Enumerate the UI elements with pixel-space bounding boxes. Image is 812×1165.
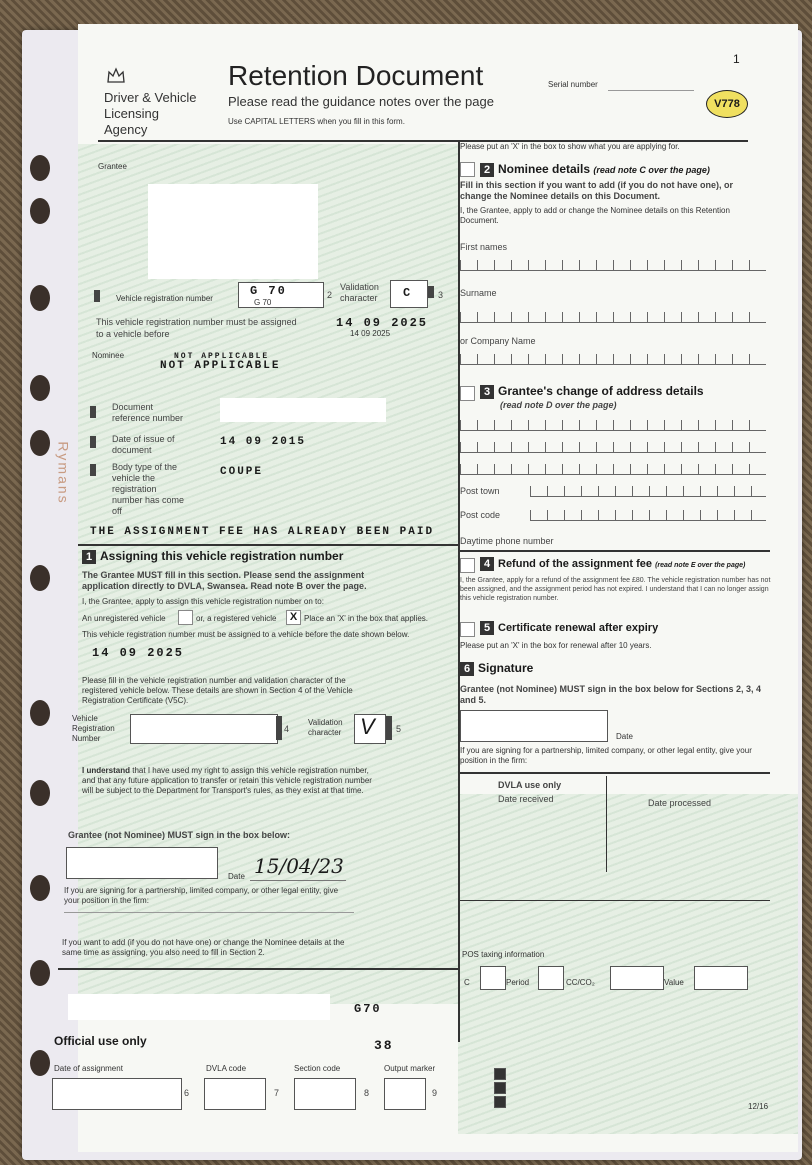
section-5-heading bbox=[480, 621, 658, 635]
vehicle-validation-number: 5 bbox=[396, 724, 402, 734]
document-subtitle: Please read the guidance notes over the page bbox=[228, 94, 494, 109]
date-processed-label: Date processed bbox=[648, 798, 712, 808]
section-6-title: Signature bbox=[478, 661, 534, 675]
agency-name-line1: Driver & Vehicle bbox=[104, 90, 197, 105]
official-dvla-label: DVLA code bbox=[206, 1064, 247, 1073]
pos-c-input[interactable] bbox=[480, 966, 506, 990]
pos-cc-input[interactable] bbox=[610, 966, 664, 990]
address-redacted bbox=[68, 994, 330, 1020]
registered-vehicle-label: or, a registered vehicle bbox=[196, 614, 277, 623]
field-marker bbox=[94, 290, 100, 302]
assign-before-label: This vehicle registration number must be assigned to a vehicle before bbox=[96, 317, 297, 339]
section-1-instructions: The Grantee MUST fill in this section. Please send the assignment application directly to DVLA, Swansea. Read note B over the page. bbox=[82, 570, 367, 591]
surname-label: Surname bbox=[460, 288, 497, 298]
vrn-label: Vehicle registration number bbox=[116, 294, 213, 303]
pos-value-label: Value bbox=[664, 978, 684, 987]
registered-vehicle-checkbox[interactable]: X bbox=[286, 610, 301, 625]
punch-hole bbox=[30, 375, 50, 401]
output-marker-icon bbox=[494, 1082, 506, 1094]
section-3-number: 3 bbox=[480, 385, 494, 399]
grantee-label: Grantee bbox=[98, 162, 127, 171]
section-3-note: (read note D over the page) bbox=[500, 400, 617, 410]
field-marker bbox=[90, 436, 96, 448]
issue-date-value: 14 09 2015 bbox=[220, 436, 307, 448]
vehicle-vrn-number: 4 bbox=[284, 724, 290, 734]
official-use-title: Official use only bbox=[54, 1034, 147, 1048]
section-1-add-nominee: If you want to add (if you do not have one) or change the Nominee details at the same time as assigning, you also need to fill in Section 2. bbox=[62, 938, 345, 957]
field-marker bbox=[428, 286, 434, 298]
section-3-checkbox[interactable] bbox=[460, 386, 475, 401]
section-2-title: Nominee details bbox=[498, 162, 591, 176]
vrn-value: G 70 bbox=[250, 284, 287, 298]
section-rule bbox=[460, 772, 770, 774]
punch-hole bbox=[30, 430, 50, 456]
date-line bbox=[250, 880, 346, 881]
punch-hole bbox=[30, 198, 50, 224]
official-output-box[interactable] bbox=[384, 1078, 426, 1110]
section-6-heading bbox=[460, 661, 533, 676]
agency-name-line2: Licensing bbox=[104, 106, 159, 121]
reference-g70: G70 bbox=[354, 1002, 382, 1016]
section-1-sign-label: Grantee (not Nominee) MUST sign in the box below: bbox=[68, 830, 291, 840]
agency-name-line3: Agency bbox=[104, 122, 148, 137]
fee-paid-banner: THE ASSIGNMENT FEE HAS ALREADY BEEN PAID bbox=[90, 526, 435, 538]
section-rule bbox=[78, 544, 458, 546]
section-6-date-label: Date bbox=[616, 732, 633, 741]
official-section-label: Section code bbox=[294, 1064, 341, 1073]
vehicle-vrn-label: Vehicle Registration Number bbox=[72, 714, 115, 743]
section-5-text: Please put an 'X' in the box for renewal after 10 years. bbox=[460, 641, 652, 650]
section-5-number: 5 bbox=[480, 621, 494, 635]
official-output-number: 9 bbox=[432, 1088, 438, 1098]
section-4-number: 4 bbox=[480, 557, 494, 571]
page-code: 12/16 bbox=[748, 1102, 769, 1111]
serial-number-line bbox=[608, 90, 694, 91]
docref-value-redacted bbox=[220, 398, 386, 422]
section-1-title: Assigning this vehicle registration number bbox=[100, 549, 344, 563]
vehicle-validation-value: V bbox=[360, 714, 375, 739]
pos-period-label: Period bbox=[506, 978, 530, 987]
official-date-box[interactable] bbox=[52, 1078, 182, 1110]
section-2-instructions: Fill in this section if you want to add (if you do not have one), or change the Nominee details on this Document. bbox=[460, 180, 734, 201]
first-names-input[interactable] bbox=[460, 260, 766, 271]
section-1-heading bbox=[82, 549, 343, 564]
serial-number-label: Serial number bbox=[548, 80, 598, 89]
dvla-box-divider bbox=[606, 776, 607, 872]
section-rule bbox=[460, 550, 770, 552]
section-4-note: (read note E over the page) bbox=[655, 562, 746, 569]
validation-label: Validation character bbox=[340, 282, 379, 303]
address-line-1-input[interactable] bbox=[460, 420, 766, 431]
section-4-title: Refund of the assignment fee bbox=[498, 558, 653, 570]
address-line-3-input[interactable] bbox=[460, 464, 766, 475]
section-2-apply: I, the Grantee, apply to add or change the Nominee details on this Retention Document. bbox=[460, 206, 730, 225]
vehicle-vrn-input[interactable] bbox=[130, 714, 278, 744]
pos-c-label: C bbox=[464, 978, 470, 987]
crown-crest-icon bbox=[106, 66, 126, 84]
official-dvla-box[interactable] bbox=[204, 1078, 266, 1110]
section-6-signature-box[interactable] bbox=[460, 710, 608, 742]
punch-hole bbox=[30, 960, 50, 986]
daytime-phone-label: Daytime phone number bbox=[460, 536, 554, 546]
nominee-value: NOT APPLICABLE bbox=[160, 360, 281, 372]
punch-hole bbox=[30, 565, 50, 591]
assign-before-date-print: 14 09 2025 bbox=[350, 329, 391, 338]
section-3-title: Grantee's change of address details bbox=[498, 384, 704, 398]
pos-value-input[interactable] bbox=[694, 966, 748, 990]
body-type-label: Body type of the vehicle the registration number has come off bbox=[112, 462, 185, 516]
pocket-brand: Rymans bbox=[55, 441, 72, 505]
post-town-input[interactable] bbox=[530, 486, 766, 497]
official-dvla-number: 7 bbox=[274, 1088, 280, 1098]
section-1-date-label: Date bbox=[228, 872, 245, 881]
field-marker bbox=[90, 464, 96, 476]
punch-hole bbox=[30, 285, 50, 311]
section-1-number: 1 bbox=[82, 550, 96, 564]
official-section-box[interactable] bbox=[294, 1078, 356, 1110]
section-4-text: I, the Grantee, apply for a refund of the assignment fee £80. The vehicle registration number has not been assigned, and the assignment period has not expired. I understand that I can no longer assign this vehicle registration number. bbox=[460, 577, 771, 602]
docref-label: Document reference number bbox=[112, 402, 184, 423]
first-names-label: First names bbox=[460, 242, 508, 252]
company-label: or Company Name bbox=[460, 336, 536, 346]
pos-cc-label: CC/CO₂ bbox=[566, 978, 595, 987]
capital-letters-note: Use CAPITAL LETTERS when you fill in this form. bbox=[228, 117, 405, 126]
section-6-instructions: Grantee (not Nominee) MUST sign in the box below for Sections 2, 3, 4 and 5. bbox=[460, 684, 762, 705]
section-1-before-text: This vehicle registration number must be assigned to a vehicle before the date shown below. bbox=[82, 630, 410, 639]
official-section-number: 8 bbox=[364, 1088, 370, 1098]
official-date-label: Date of assignment bbox=[54, 1064, 123, 1073]
section-2-note: (read note C over the page) bbox=[593, 165, 710, 175]
corner-mark: 1 bbox=[733, 52, 740, 66]
date-received-label: Date received bbox=[498, 794, 554, 804]
section-4-checkbox[interactable] bbox=[460, 558, 475, 573]
official-output-label: Output marker bbox=[384, 1064, 436, 1073]
dvla-use-only: DVLA use only bbox=[498, 780, 562, 790]
post-code-input[interactable] bbox=[530, 510, 766, 521]
section-2-heading bbox=[480, 162, 710, 177]
section-1-understand bbox=[82, 766, 372, 796]
section-2-checkbox[interactable] bbox=[460, 162, 475, 177]
vrn-field-number: 2 bbox=[327, 290, 333, 300]
nominee-value-print: NOT APPLICABLE bbox=[174, 352, 270, 361]
field-marker bbox=[386, 716, 392, 740]
section-1-partner: If you are signing for a partnership, limited company, or other legal entity, give your position in the firm: bbox=[64, 886, 339, 905]
reference-38: 38 bbox=[374, 1038, 394, 1053]
position-line bbox=[64, 912, 354, 913]
punch-hole bbox=[30, 1050, 50, 1076]
pos-period-input[interactable] bbox=[538, 966, 564, 990]
section-4-heading bbox=[480, 557, 745, 571]
post-code-label: Post code bbox=[460, 510, 501, 520]
document-title: Retention Document bbox=[228, 60, 484, 91]
company-input[interactable] bbox=[460, 354, 766, 365]
section-5-title: Certificate renewal after expiry bbox=[498, 622, 659, 634]
punch-hole bbox=[30, 875, 50, 901]
output-marker-icon bbox=[494, 1096, 506, 1108]
section-rule bbox=[460, 900, 770, 901]
vrn-value-print: G 70 bbox=[254, 298, 272, 307]
nominee-label: Nominee bbox=[92, 351, 125, 360]
section-1-apply: I, the Grantee, apply to assign this vehicle registration number on to: bbox=[82, 597, 324, 606]
address-line-2-input[interactable] bbox=[460, 442, 766, 453]
field-marker bbox=[90, 406, 96, 418]
output-marker-icon bbox=[494, 1068, 506, 1080]
form-code-badge: V778 bbox=[706, 90, 748, 118]
section-1-signature-box[interactable] bbox=[66, 847, 218, 879]
surname-input[interactable] bbox=[460, 312, 766, 323]
section-1-before-date: 14 09 2025 bbox=[92, 646, 185, 660]
issue-date-label: Date of issue of document bbox=[112, 434, 175, 455]
section-5-checkbox[interactable] bbox=[460, 622, 475, 637]
section-1-fill-instructions: Please fill in the vehicle registration number and validation character of the registered vehicle below. These details are shown in Section 4 of the Vehicle Registration Certificate (V5C). bbox=[82, 676, 353, 705]
unregistered-vehicle-label: An unregistered vehicle bbox=[82, 614, 166, 623]
validation-field-number: 3 bbox=[438, 290, 444, 300]
punch-hole bbox=[30, 155, 50, 181]
assign-before-date: 14 09 2025 bbox=[336, 316, 429, 330]
understand-bold: I understand bbox=[82, 766, 131, 775]
grantee-address-redacted bbox=[148, 184, 318, 279]
section-rule bbox=[58, 968, 458, 970]
punch-hole bbox=[30, 700, 50, 726]
section-6-number: 6 bbox=[460, 662, 474, 676]
section-6-partner: If you are signing for a partnership, limited company, or other legal entity, give your position in the firm: bbox=[460, 746, 752, 765]
put-x-instruction: Please put an 'X' in the box to show what you are applying for. bbox=[460, 142, 680, 151]
body-type-value: COUPE bbox=[220, 466, 264, 478]
section-3-heading bbox=[480, 384, 704, 399]
security-background bbox=[458, 794, 798, 1134]
post-town-label: Post town bbox=[460, 486, 500, 496]
unregistered-vehicle-checkbox[interactable] bbox=[178, 610, 193, 625]
pos-taxing-label: POS taxing information bbox=[462, 950, 545, 959]
vehicle-validation-label: Validation character bbox=[308, 718, 343, 737]
punch-hole bbox=[30, 780, 50, 806]
validation-value: C bbox=[403, 286, 413, 300]
field-marker bbox=[276, 716, 282, 740]
understand-text: that I have used my right to assign this vehicle registration number, and that any future application to transfer or retain this vehicle registration number will be subject to the Department for Transport's rules, as they exist at that time. bbox=[82, 766, 372, 795]
official-date-number: 6 bbox=[184, 1088, 190, 1098]
section-1-date-handwritten: 15/04/23 bbox=[254, 854, 344, 878]
section-2-number: 2 bbox=[480, 163, 494, 177]
place-x-instruction: Place an 'X' in the box that applies. bbox=[304, 614, 429, 623]
